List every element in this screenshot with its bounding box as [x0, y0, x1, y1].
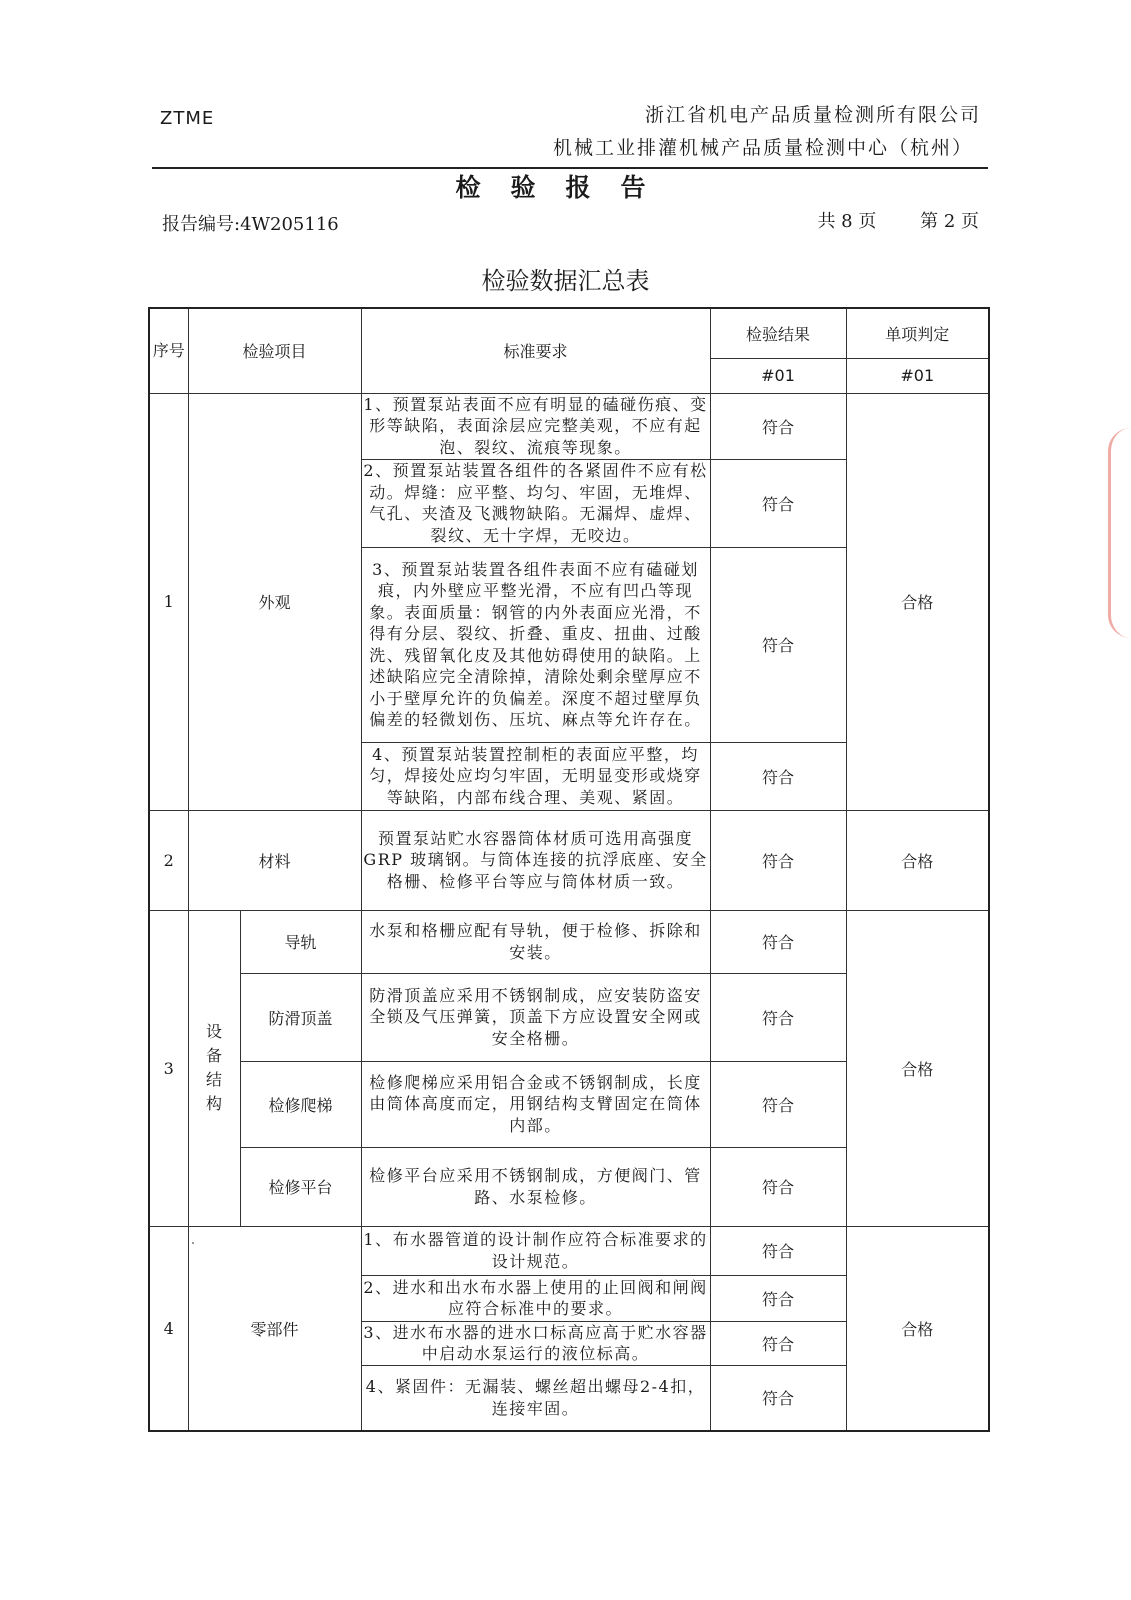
document-title: 检验报告	[455, 173, 676, 202]
item-name: 零部件	[188, 1226, 361, 1431]
result-value: 符合	[710, 810, 846, 910]
requirement-text: 1、布水器管道的设计制作应符合标准要求的设计规范。	[361, 1226, 710, 1275]
verdict-value: 合格	[846, 1226, 989, 1431]
sub-item-name: 防滑顶盖	[240, 973, 361, 1061]
header-seq: 序号	[149, 308, 188, 393]
row-number: 1	[149, 393, 188, 810]
header-sample-verdict: #01	[846, 358, 989, 393]
requirement-text: 3、进水布水器的进水口标高应高于贮水容器中启动水泵运行的液位标高。	[361, 1321, 710, 1365]
page-number: 第 2 页	[920, 211, 979, 232]
header-verdict: 单项判定	[846, 308, 989, 358]
report-code: ZTME	[160, 108, 215, 129]
result-value: 符合	[710, 973, 846, 1061]
sub-item-name: 检修平台	[240, 1147, 361, 1226]
page-info	[813, 207, 979, 233]
table-title: 检验数据汇总表	[481, 267, 650, 295]
result-value: 符合	[710, 459, 846, 547]
table-row	[149, 810, 989, 910]
requirement-text: 水泵和格栅应配有导轨，便于检修、拆除和安装。	[361, 910, 710, 973]
table-row	[149, 393, 989, 459]
requirement-text: 检修平台应采用不锈钢制成，方便阀门、管路、水泵检修。	[361, 1147, 710, 1226]
result-value: 符合	[710, 1147, 846, 1226]
header-requirement: 标准要求	[361, 308, 710, 393]
organization-name: 浙江省机电产品质量检测所有限公司	[644, 104, 981, 126]
requirement-text: 2、进水和出水布水器上使用的止回阀和闸阀应符合标准中的要求。	[361, 1275, 710, 1321]
result-value: 符合	[710, 910, 846, 973]
result-value: 符合	[710, 393, 846, 459]
inspection-summary-table	[148, 307, 990, 1432]
result-value: 符合	[710, 1226, 846, 1275]
result-value: 符合	[710, 742, 846, 810]
row-number: 2	[149, 810, 188, 910]
header-sample-result: #01	[710, 358, 846, 393]
verdict-value: 合格	[846, 910, 989, 1226]
verdict-value: 合格	[846, 393, 989, 810]
table-row	[149, 1226, 989, 1275]
organization-center-name: 机械工业排灌机械产品质量检测中心（杭州）	[552, 137, 973, 159]
requirement-text: 4、预置泵站装置控制柜的表面应平整，均匀，焊接处应均匀牢固，无明显变形或烧穿等缺陷，内部布线合理、美观、紧固。	[361, 742, 710, 810]
row-number: 3	[149, 910, 188, 1226]
item-name: 外观	[188, 393, 361, 810]
row-number: 4	[149, 1226, 188, 1431]
seal-stamp-edge	[1108, 428, 1131, 638]
requirement-text: 3、预置泵站装置各组件表面不应有磕碰划痕，内外壁应平整光滑，不应有凹凸等现象。表面质量：钢管的内外表面应光滑，不得有分层、裂纹、折叠、重皮、扭曲、过酸洗、残留氧化皮及其他妨碍使用的缺陷。上述缺陷应完全清除掉，清除处剩余壁厚应不小于壁厚允许的负偏差。深度不超过壁厚负偏差的轻微划伤、压坑、麻点等允许存在。	[361, 547, 710, 742]
item-name: 材料	[188, 810, 361, 910]
requirement-text: 防滑顶盖应采用不锈钢制成，应安装防盗安全锁及气压弹簧，顶盖下方应设置安全网或安全格栅。	[361, 973, 710, 1061]
scan-dot	[192, 1242, 194, 1244]
header-item: 检验项目	[188, 308, 361, 393]
requirement-text: 2、预置泵站装置各组件的各紧固件不应有松动。焊缝：应平整、均匀、牢固，无堆焊、气孔、夹渣及飞溅物缺陷。无漏焊、虚焊、裂纹、无十字焊，无咬边。	[361, 459, 710, 547]
result-value: 符合	[710, 1061, 846, 1147]
requirement-text: 4、紧固件：无漏装、螺丝超出螺母2-4扣，连接牢固。	[361, 1365, 710, 1431]
sub-item-name: 导轨	[240, 910, 361, 973]
requirement-text: 检修爬梯应采用铝合金或不锈钢制成，长度由筒体高度而定，用钢结构支臂固定在筒体内部。	[361, 1061, 710, 1147]
item-name: 设备结构	[188, 910, 240, 1226]
result-value: 符合	[710, 1275, 846, 1321]
verdict-value: 合格	[846, 810, 989, 910]
table-row	[149, 910, 989, 973]
total-pages: 共 8 页	[817, 211, 877, 232]
sub-item-name: 检修爬梯	[240, 1061, 361, 1147]
result-value: 符合	[710, 547, 846, 742]
report-number: 报告编号:4W205116	[162, 214, 339, 235]
result-value: 符合	[710, 1321, 846, 1365]
result-value: 符合	[710, 1365, 846, 1431]
requirement-text: 预置泵站贮水容器筒体材质可选用高强度 GRP 玻璃钢。与筒体连接的抗浮底座、安全格栅、检修平台等应与筒体材质一致。	[361, 810, 710, 910]
header-result: 检验结果	[710, 308, 846, 358]
requirement-text: 1、预置泵站表面不应有明显的磕碰伤痕、变形等缺陷，表面涂层应完整美观，不应有起泡、裂纹、流痕等现象。	[361, 393, 710, 459]
